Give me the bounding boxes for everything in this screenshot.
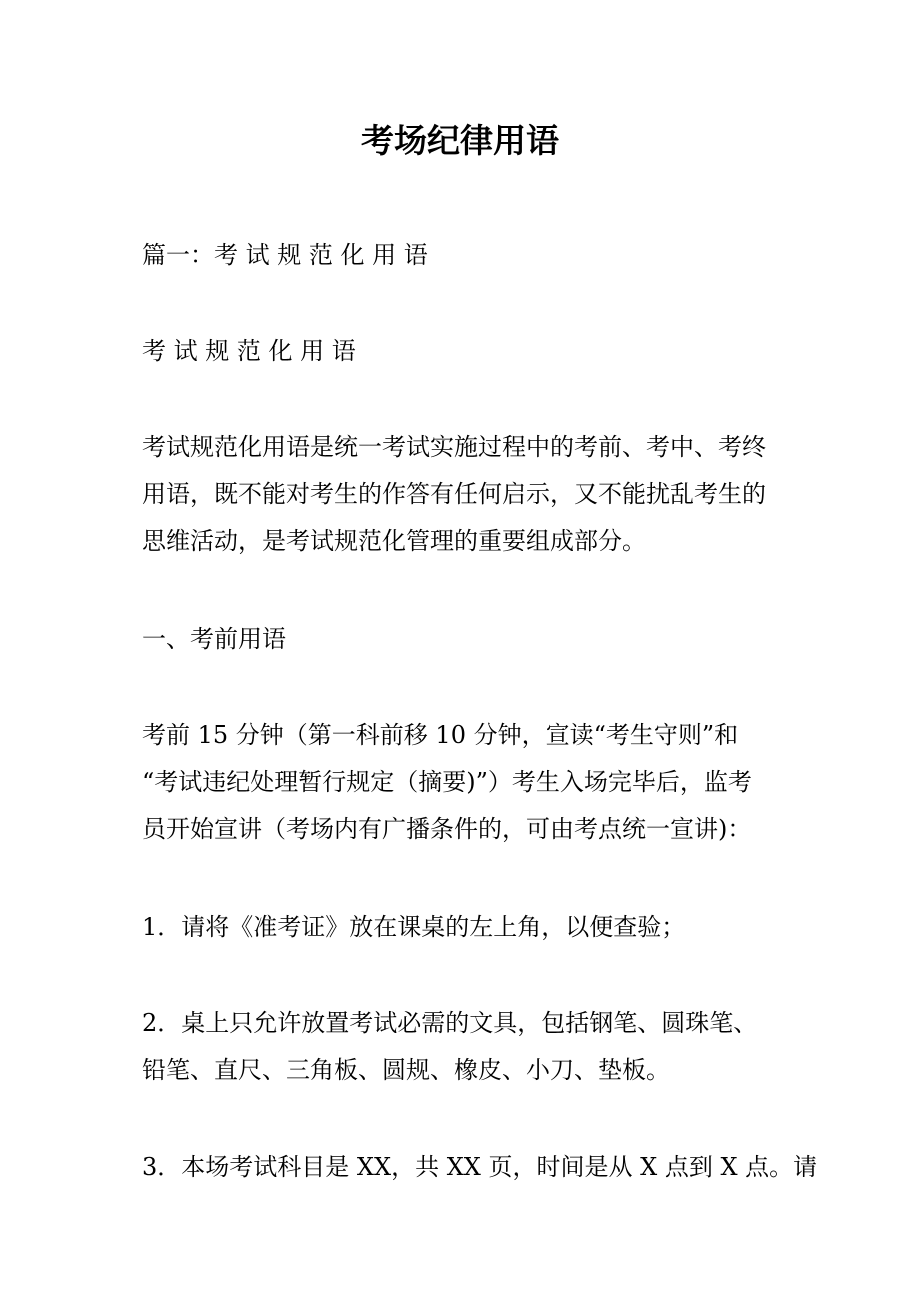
list-item-2-line: 铅笔、直尺、三角板、圆规、橡皮、小刀、垫板。: [142, 1056, 670, 1084]
list-item-1: [142, 904, 788, 951]
intro-paragraph: [142, 424, 788, 565]
part-one-line: 考前 15 分钟（第一科前移 10 分钟，宣读“考生守则”和: [142, 721, 739, 749]
section-heading: [142, 232, 788, 279]
subheading: [142, 328, 788, 375]
list-item-2-line: 2．桌上只允许放置考试必需的文具，包括钢笔、圆珠笔、: [142, 1009, 758, 1037]
part-one-heading: [142, 616, 788, 663]
part-one-heading-text: 一、考前用语: [142, 625, 286, 653]
page-title: 考场纪律用语: [361, 121, 559, 160]
intro-line: 用语，既不能对考生的作答有任何启示，又不能扰乱考生的: [142, 480, 766, 508]
list-item-3: [142, 1144, 818, 1191]
section-heading-text: 篇一：考 试 规 范 化 用 语: [142, 241, 428, 269]
list-item-1-line: 1．请将《准考证》放在课桌的左上角，以便查验；: [142, 913, 686, 941]
intro-line: 考试规范化用语是统一考试实施过程中的考前、考中、考终: [142, 433, 766, 461]
list-item-2: [142, 1000, 788, 1094]
intro-line: 思维活动，是考试规范化管理的重要组成部分。: [142, 527, 646, 555]
part-one-paragraph: [142, 712, 788, 853]
subheading-text: 考 试 规 范 化 用 语: [142, 337, 356, 365]
part-one-line: “考试违纪处理暂行规定（摘要)”）考生入场完毕后，监考: [142, 768, 752, 796]
part-one-line: 员开始宣讲（考场内有广播条件的，可由考点统一宣讲)：: [142, 815, 752, 843]
list-item-3-line: 3．本场考试科目是 XX，共 XX 页，时间是从 X 点到 X 点。请: [142, 1153, 818, 1181]
